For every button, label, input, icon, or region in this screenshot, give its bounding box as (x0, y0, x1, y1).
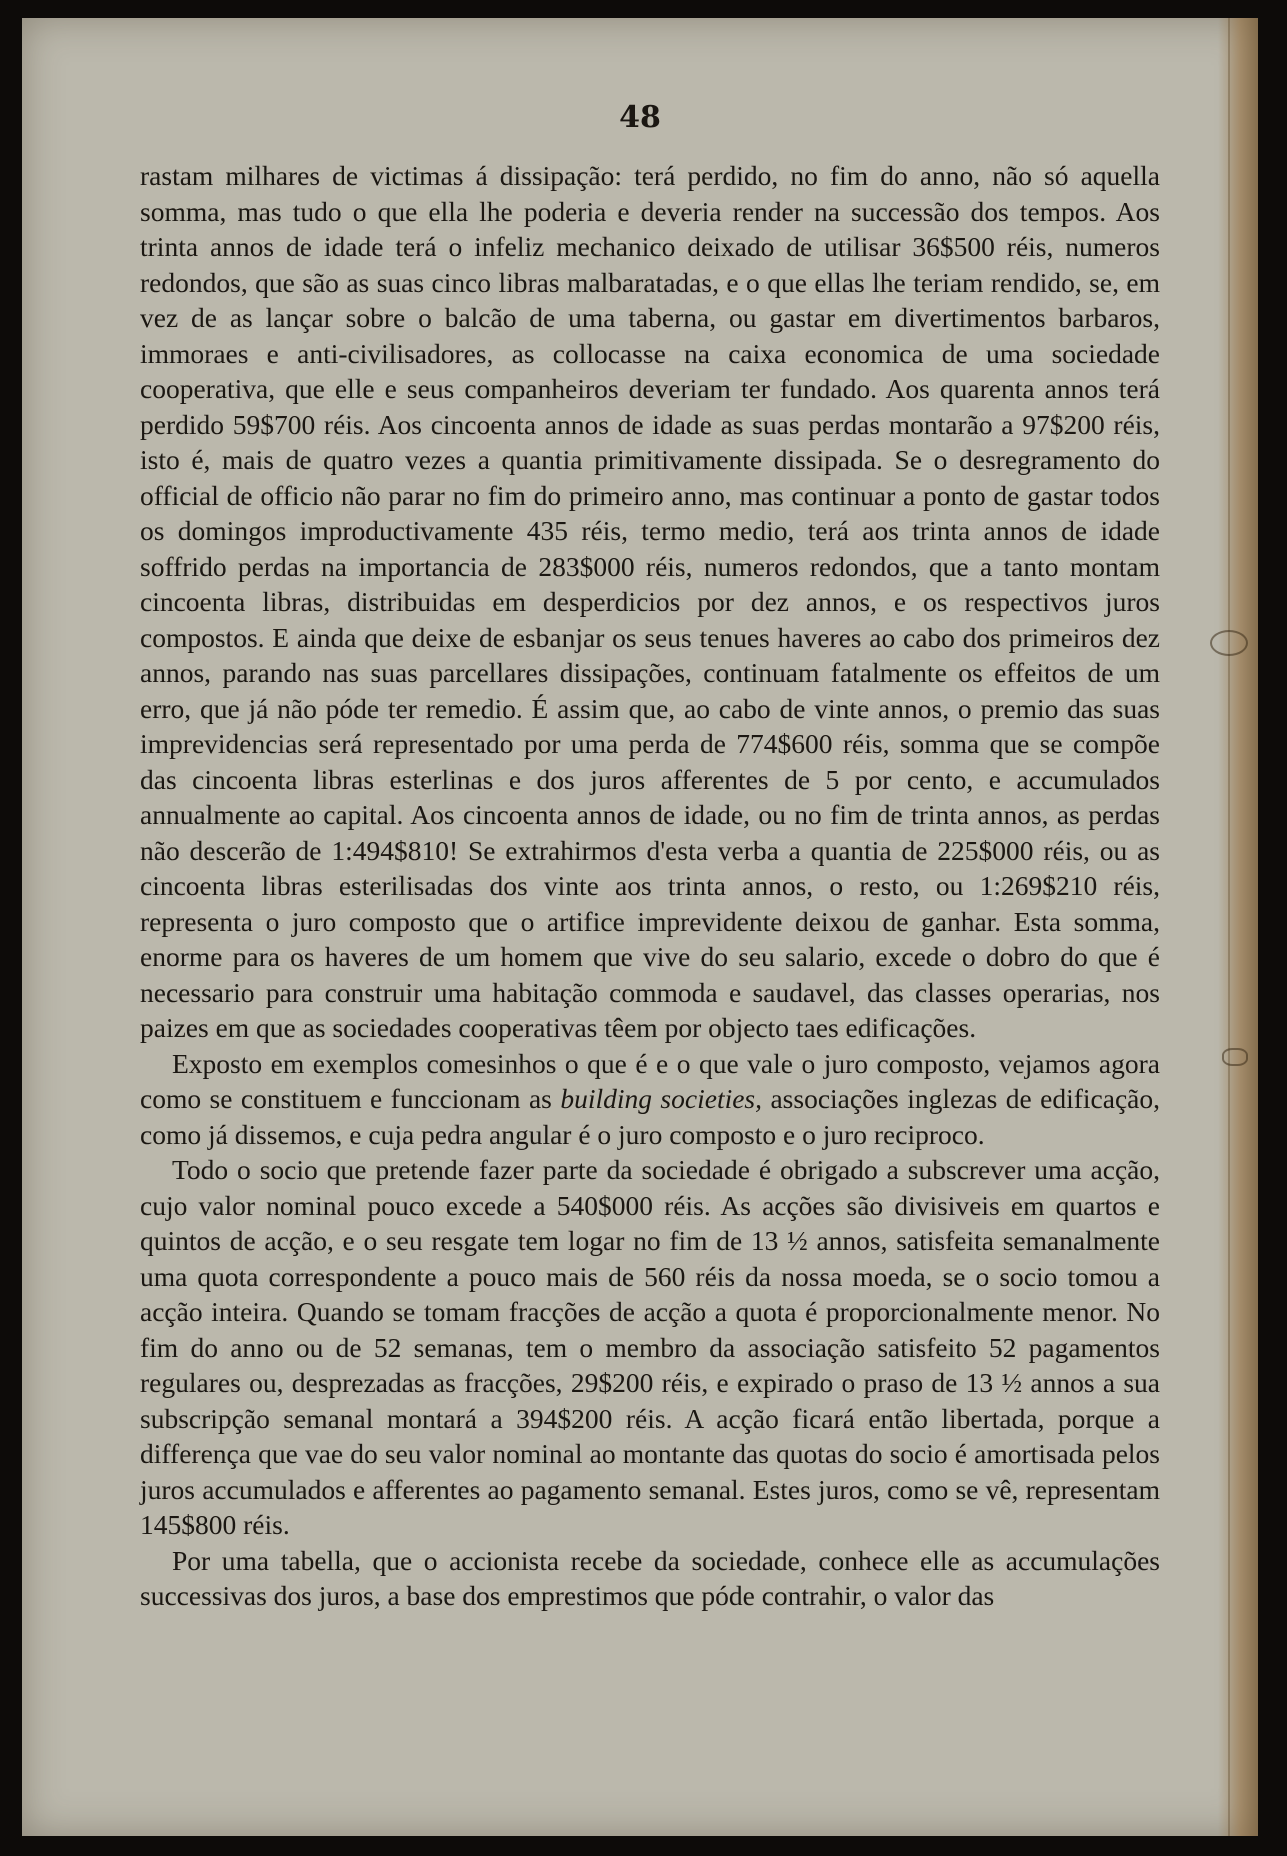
page-edge-shading (1218, 18, 1258, 1836)
paragraph-1: rastam milhares de victimas á dissipação: terá perdido, no fim do anno, não só aquella somma, mas tudo o que ella lhe poderia e deveria render na successão dos tempos. Aos trinta annos de idade terá o infeliz mechanico deixado de utilisar 36$500 réis, numeros redondos, que são as suas cinco libras malbaratadas, e o que ellas lhe teriam rendido, se, em vez de as lançar sobre o balcão de uma taberna, ou gastar em divertimentos barbaros, immoraes e anti-civilisadores, as collocasse na caixa economica de uma sociedade cooperativa, que elle e seus companheiros deveriam ter fundado. Aos quarenta annos terá perdido 59$700 réis. Aos cincoenta annos de idade as suas perdas montarão a 97$200 réis, isto é, mais de quatro vezes a quantia primitivamente dissipada. Se o desregramento do official de officio não parar no fim do primeiro anno, mas continuar a ponto de gastar todos os domingos improductivamente 435 réis, termo medio, terá aos trinta annos de idade soffrido perdas na importancia de 283$000 réis, numeros redondos, que a tanto montam cincoenta libras, distribuidas em desperdicios por dez annos, e os respectivos juros compostos. E ainda que deixe de esbanjar os seus tenues haveres ao cabo dos primeiros dez annos, parando nas suas parcellares dissipações, continuam fatalmente os effeitos de um erro, que já não póde ter remedio. É assim que, ao cabo de vinte annos, o premio das suas imprevidencias será representado por uma perda de 774$600 réis, somma que se compõe das cincoenta libras esterlinas e dos juros afferentes de 5 por cento, e accumulados annualmente ao capital. Aos cincoenta annos de idade, ou no fim de trinta annos, as perdas não descerão de 1:494$810! Se extrahirmos d'esta verba a quantia de 225$000 réis, ou as cincoenta libras esterilisadas dos vinte aos trinta annos, o resto, ou 1:269$210 réis, representa o juro composto que o artifice imprevidente deixou de ganhar. Esta somma, enorme para os haveres de um homem que vive do seu salario, excede o dobro do que é necessario para construir uma habitação commoda e saudavel, das classes operarias, nos paizes em que as sociedades cooperativas têem por objecto taes edificações. (140, 160, 1160, 1043)
paragraph-3: Todo o socio que pretende fazer parte da sociedade é obrigado a subscrever uma acção, cujo valor nominal pouco excede a 540$000 réis. As acções são divisiveis em quartos e quintos de acção, e o seu resgate tem logar no fim de 13 ½ annos, satisfeita semanalmente uma quota correspondente a pouco mais de 560 réis da nossa moeda, se o socio tomou a acção inteira. Quando se tomam fracções de acção a quota é proporcionalmente menor. No fim do anno ou de 52 semanas, tem o membro da associação satisfeito 52 pagamentos regulares ou, desprezadas as fracções, 29$200 réis, e expirado o praso de 13 ½ annos a sua subscripção semanal montará a 394$200 réis. A acção ficará então libertada, porque a differença que vae do seu valor nominal ao montante das quotas do socio é amortisada pelos juros accumulados e afferentes ao pagamento semanal. Estes juros, como se vê, representam 145$800 réis. (140, 1154, 1160, 1540)
paragraph-2-text-before: Exposto em exemplos comesinhos o que é e o que vale o juro composto, vejamos agora como se constituem e funccionam as (140, 1047, 1160, 1114)
edge-clip-mark (1222, 1048, 1248, 1066)
paragraph-2 (140, 1046, 1160, 1153)
book-page (22, 18, 1258, 1836)
paragraph-2-text-after: associações inglezas de edificação, como já dissemos, e cuja pedra angular é o juro composto e o juro reciproco. (140, 1083, 1160, 1150)
paragraph-4: Por uma tabella, que o accionista recebe da sociedade, conhece elle as accumulações successivas dos juros, a base dos emprestimos que póde contrahir, o valor das (140, 1544, 1160, 1611)
page-number: 48 (619, 100, 661, 135)
paragraph-2-italic-term: building societies, (560, 1083, 763, 1114)
edge-clip-mark (1210, 630, 1248, 656)
page-fold-line (1228, 18, 1230, 1836)
body-text (140, 158, 1160, 1614)
